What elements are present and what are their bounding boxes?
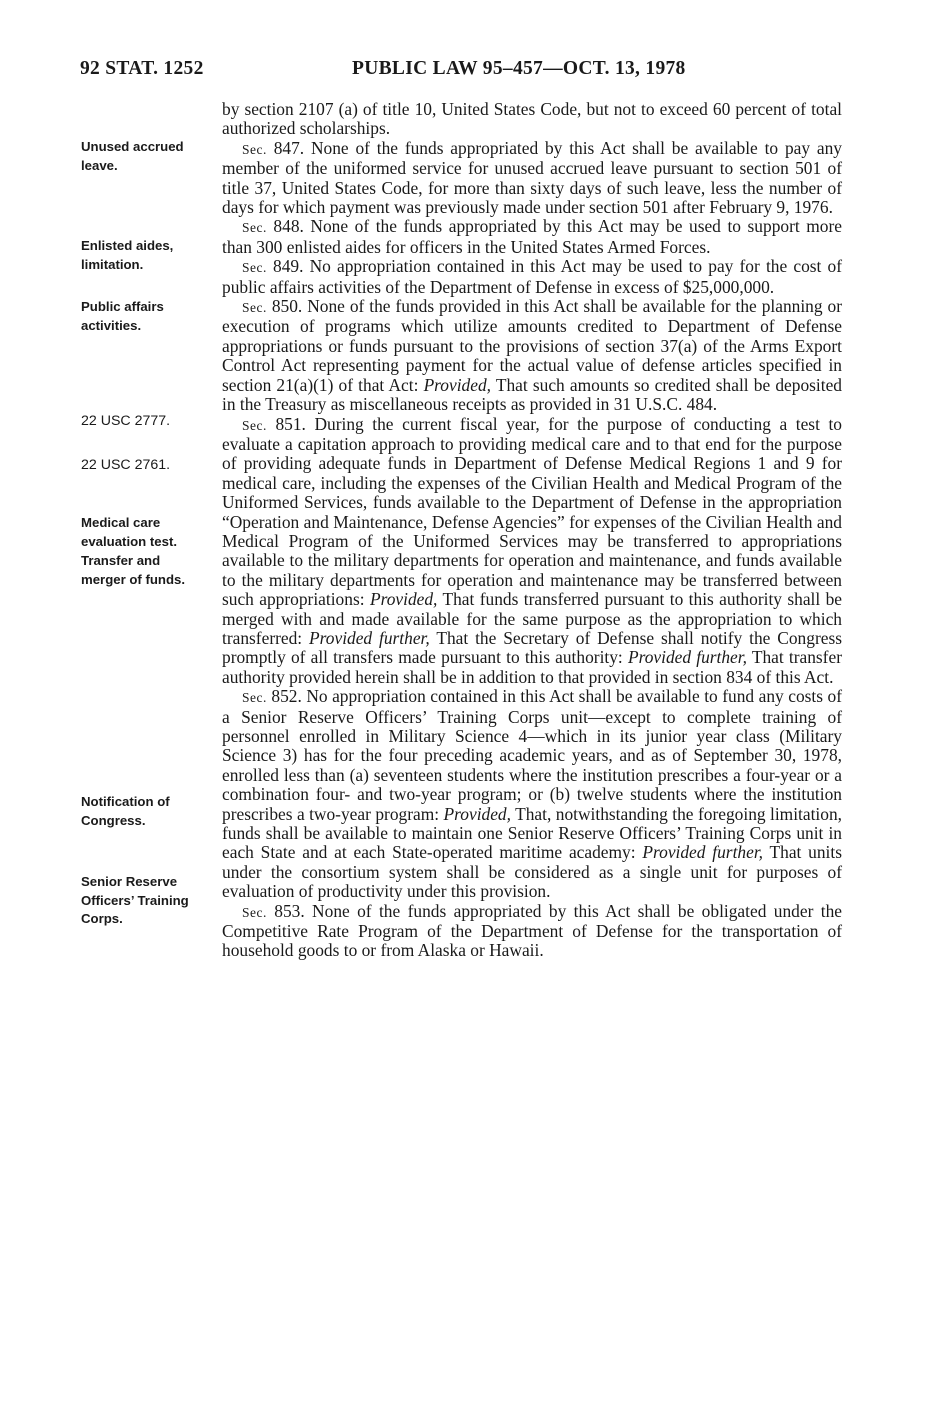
margin-citation: 22 USC 2777.: [81, 413, 171, 429]
running-title: PUBLIC LAW 95–457—OCT. 13, 1978: [352, 58, 686, 79]
section-849: Sec. 849. No appropriation contained in this Act may be used to pay for the cost of public affairs activities of the Department of Defense in excess of $25,000,000.: [222, 256, 842, 297]
margin-citation: 22 USC 2761.: [81, 457, 171, 473]
page-number: 92 STAT. 1252: [80, 58, 204, 79]
margin-note-notification: Notification of Congress.: [81, 794, 170, 828]
body-text: [222, 100, 842, 961]
section-851: Sec. 851. During the current fiscal year, for the purpose of conducting a test to evaluate a capitation approach to providing medical care and to that end for the purpose of providing adequate funds in Department of Defense Medical Regions 1 and 9 for medical care, including the expenses of the Civilian Health and Medical Program of the Uniformed Services, funds available to the Department of Defense in the appropriation “Operation and Maintenance, Defense Agencies” for expenses of the Civilian Health and Medical Program of the Uniformed Services may be transferred to appropriations available to the military departments for operation and maintenance, and funds available to the military departments for operation and maintenance may be transferred between such appropriations: Provided, That funds transferred pursuant to this authority shall be merged with and made available for the same purpose as the appropriation to which transferred: Provided further, That the Secretary of Defense shall notify the Congress promptly of all transfers made pursuant to this authority: Provided further, That transfer authority provided herein shall be in addition to that provided in section 834 of this Act.: [222, 413, 843, 687]
margin-note-transfer-merger: Transfer and merger of funds.: [81, 553, 186, 587]
section-853: Sec. 853. None of the funds appropriated by this Act shall be obligated under the Competitive Rate Program of the Department of Defense for the transportation of household goods to or from Alaska or Hawaii.: [222, 900, 842, 961]
section-847: Sec. 847. None of the funds appropriated by this Act shall be available to pay any member of the uniformed service for unused accrued leave pursuant to section 501 of title 37, United States Code, for more than sixty days of such leave, less the number of days for which payment was previously made under section 501 after February 9, 1976.: [222, 137, 842, 218]
margin-note-medical-care: Medical care evaluation test.: [81, 515, 178, 549]
margin-note-enlisted-aides: Enlisted aides, limitation.: [81, 238, 174, 272]
paragraph: by section 2107 (a) of title 10, United States Code, but not to exceed 60 percent of total authorized scholarships.: [222, 99, 842, 139]
margin-note-public-affairs: Public affairs activities.: [81, 299, 164, 333]
section-852: Sec. 852. No appropriation contained in this Act shall be available to fund any costs of a Senior Reserve Officers’ Training Corps unit—except to complete training of personnel enrolled in Military Science 4—which in its junior year class (Military Science 3) has for the four preceding academic years, and as of September 30, 1978, enrolled less than (a) seventeen students where the institution prescribes a four-year or a combination four- and two-year program; or (b) twelve students where the institution prescribes a two-year program: Provided, That, notwithstanding the foregoing limitation, funds shall be available to maintain one Senior Reserve Officers’ Training Corps unit in each State and at each State-operated maritime academy: Provided further, That units under the consortium system shall be considered as a single unit for purposes of evaluation of productivity under this provision.: [222, 686, 842, 902]
margin-note-unused-leave: Unused accrued leave.: [81, 139, 184, 173]
margin-note-rotc: Senior Reserve Officers’ Training Corps.: [81, 874, 189, 926]
section-850: Sec. 850. None of the funds provided in this Act shall be available for the planning or execution of programs which utilize amounts credited to Department of Defense appropriations or funds pursuant to the provisions of section 37(a) of the Arms Export Control Act representing payment for the actual value of defense articles specified in section 21(a)(1) of that Act: Provided, That such amounts so credited shall be deposited in the Treasury as miscellaneous receipts as provided in 31 U.S.C. 484.: [222, 296, 842, 415]
section-848: Sec. 848. None of the funds appropriated by this Act may be used to support more than 300 enlisted aides for officers in the United States Armed Forces.: [222, 216, 842, 257]
